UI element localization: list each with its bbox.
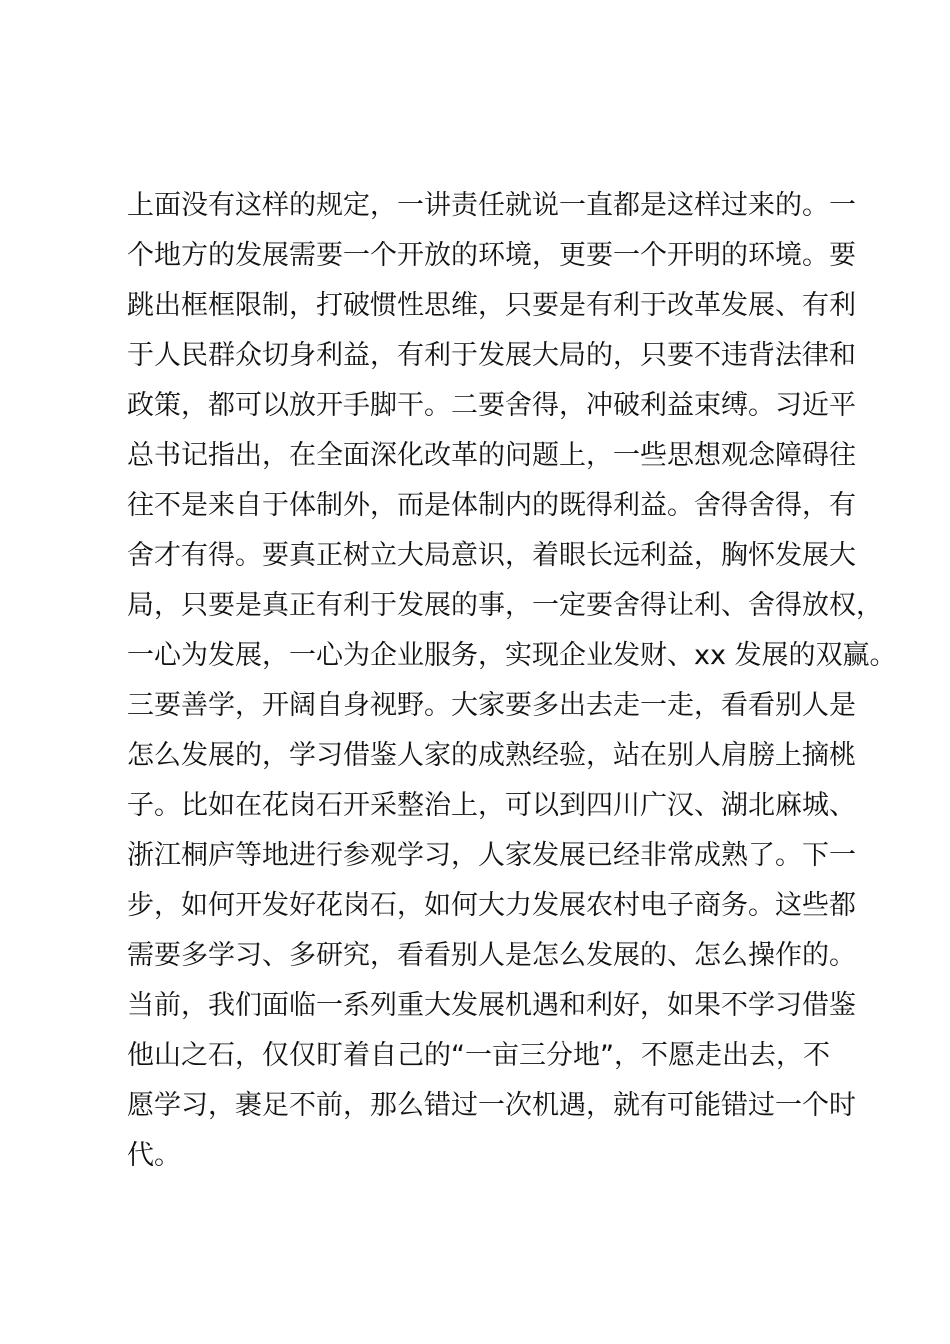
text-line: 浙江桐庐等地进行参观学习，人家发展已经非常成熟了。下一 [127,840,856,871]
text-line: 怎么发展的，学习借鉴人家的成熟经验，站在别人肩膀上摘桃 [127,740,856,771]
body-paragraph [127,181,897,1181]
text-line: 他山之石，仅仅盯着自己的“一亩三分地”，不愿走出去，不 [127,1040,830,1071]
text-line: 代。 [127,1140,181,1171]
text-line: 跳出框框限制，打破惯性思维，只要是有利于改革发展、有利 [127,290,856,321]
text-line: 政策，都可以放开手脚干。二要舍得，冲破利益束缚。习近平 [127,390,856,421]
text-line: 一心为发展，一心为企业服务，实现企业发财、xx 发展的双赢。 [127,640,897,671]
text-line: 局，只要是真正有利于发展的事，一定要舍得让利、舍得放权， [127,590,883,621]
text-line: 子。比如在花岗石开采整治上，可以到四川广汉、湖北麻城、 [127,790,856,821]
text-line: 三要善学，开阔自身视野。大家要多出去走一走，看看别人是 [127,690,856,721]
text-line: 于人民群众切身利益，有利于发展大局的，只要不违背法律和 [127,340,856,371]
text-line: 步，如何开发好花岗石，如何大力发展农村电子商务。这些都 [127,890,856,921]
text-line: 上面没有这样的规定，一讲责任就说一直都是这样过来的。一 [127,190,856,221]
text-line: 个地方的发展需要一个开放的环境，更要一个开明的环境。要 [127,240,856,271]
text-line: 舍才有得。要真正树立大局意识，着眼长远利益，胸怀发展大 [127,540,856,571]
text-line: 往不是来自于体制外，而是体制内的既得利益。舍得舍得，有 [127,490,856,521]
text-line: 需要多学习、多研究，看看别人是怎么发展的、怎么操作的。 [127,940,856,971]
text-line: 当前，我们面临一系列重大发展机遇和利好，如果不学习借鉴 [127,990,856,1021]
text-line: 总书记指出，在全面深化改革的问题上，一些思想观念障碍往 [127,440,856,471]
text-line: 愿学习，裹足不前，那么错过一次机遇，就有可能错过一个时 [127,1090,856,1121]
